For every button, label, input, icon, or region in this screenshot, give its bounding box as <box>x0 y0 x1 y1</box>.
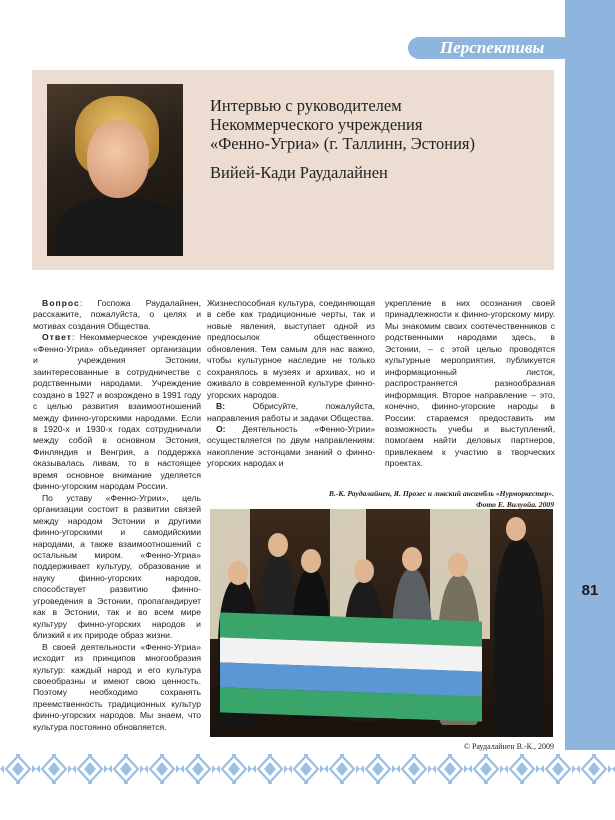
photo-head <box>301 549 321 573</box>
author-portrait <box>47 84 183 256</box>
photo-head <box>354 559 374 583</box>
photo-head <box>402 547 422 571</box>
article-author: Вийей-Кади Раудалайнен <box>210 163 388 182</box>
caption-credit: Фото Е. Вилуойа. 2009 <box>476 500 554 509</box>
photo-head <box>228 561 248 585</box>
question-label: В: <box>216 401 226 412</box>
question-text: : Госпожа Раудалайнен, расскажите, пожалуйста, о целях и мотивах создания Общества. <box>33 298 201 331</box>
answer-label: О: <box>216 423 226 434</box>
title-line: «Фенно-Угриа» (г. Таллинн, Эстония) <box>210 134 475 153</box>
portrait-body <box>55 196 183 256</box>
photo-head <box>448 553 468 577</box>
photo-caption <box>208 488 554 510</box>
question-text: Обрисуйте, пожалуйста, направления работы и задачи Общества. <box>207 401 375 423</box>
title-line: Интервью с руководителем <box>210 96 402 115</box>
group-photo <box>210 509 553 737</box>
title-line: Некоммерческого учреждения <box>210 115 423 134</box>
page-number: 81 <box>581 582 599 599</box>
text-column-2 <box>207 298 375 470</box>
paragraph <box>33 332 201 492</box>
paragraph: В своей деятельности «Фенно-Угриа» исходит из принципов многообразия культур: каждый народ и его культура своеобразны и имеют свою ценность. Поэтому необходимо сохранять преемственность традиционных культур финно-угорских народов. Мы знаем, что культура постоянно обновляется. <box>33 641 201 732</box>
paragraph <box>33 298 201 332</box>
ornament-pattern <box>0 754 615 784</box>
paragraph <box>207 401 375 424</box>
question-label: Вопрос <box>42 298 80 308</box>
paragraph <box>207 424 375 470</box>
photo-head <box>268 533 288 557</box>
caption-line: В.-К. Раудалайнен, Я. Прозес и ливский ансамбль «Нурморкестер». <box>328 489 554 498</box>
portrait-face <box>87 120 149 198</box>
answer-label: Ответ <box>42 332 72 343</box>
article-title-block <box>210 96 540 182</box>
photo-head <box>506 517 526 541</box>
section-tab: Перспективы <box>408 37 568 59</box>
ornament-border <box>0 754 615 784</box>
finno-ugric-flag <box>220 612 482 721</box>
article-title <box>210 96 540 153</box>
paragraph: укрепление в них осознания своей принадлежности к финно-угорскому миру. Мы знакомим своих соотечественников с родственными народами здесь, в Эстонии, – с этой целью проводятся культурные мероприятия, публикуется информационный листок, распространяется разнообразная информация. Второе направление – это, конечно, финно-угорские народы в России: стараемся предоставить им возможность учебы и выступлений, помогаем найти деловых партнеров, привлекаем к участию в творческих проектах. <box>385 298 555 469</box>
paragraph: По уставу «Фенно-Угрии», цель организации состоит в развитии связей между народом Эстонии и другими финно-угорскими и самодийскими народами, а также взаимоотношений с остальным миром. «Фенно-Угриа» поддерживает культуру, образование и науку финно-угорских народов, способствует развитию финно-угроведения в Эстонии, пропагандирует как в Эстонии, так и во всем мире культуру финно-угорских народов и близкий к их природе образ жизни. <box>33 492 201 641</box>
answer-text: Деятельность «Фенно-Угрии» осуществляется по двум направлениям: накопление эстонцами знаний о финно-угорских народах и <box>207 423 375 469</box>
photo-person <box>494 539 544 737</box>
paragraph: Жизнеспособная культура, соединяющая в себе как традиционные черты, так и новые явления, выступает одной из предпосылок общественного обновления. Тем самым для нас важно, чтобы культурное наследие не только сохранялось в музеях и архивах, но и оживало в современной культуре финно-угорских народов. <box>207 298 375 400</box>
side-color-bar <box>565 0 615 750</box>
text-column-3 <box>385 298 555 470</box>
copyright-notice: © Раудалайнен В.-К., 2009 <box>463 742 554 751</box>
answer-text: : Некоммерческое учреждение «Фенно-Угриа» объединяет организации и учреждения Эстонии, заинтересованные в сотрудничестве с родственными народами. Учреждение создано в 1927 и возрождено в 1991 году с целью развития взаимоотношений между финно-угорскими народами. Если в 1920-х и 1930-х годах сотрудничали между собой в основном Эстония, Финляндия и Венгрия, а поддержка оказывалась ливам, то в настоящее время основное внимание уделяется финно-угорским народам России. <box>33 332 201 492</box>
text-column-1 <box>33 298 201 733</box>
